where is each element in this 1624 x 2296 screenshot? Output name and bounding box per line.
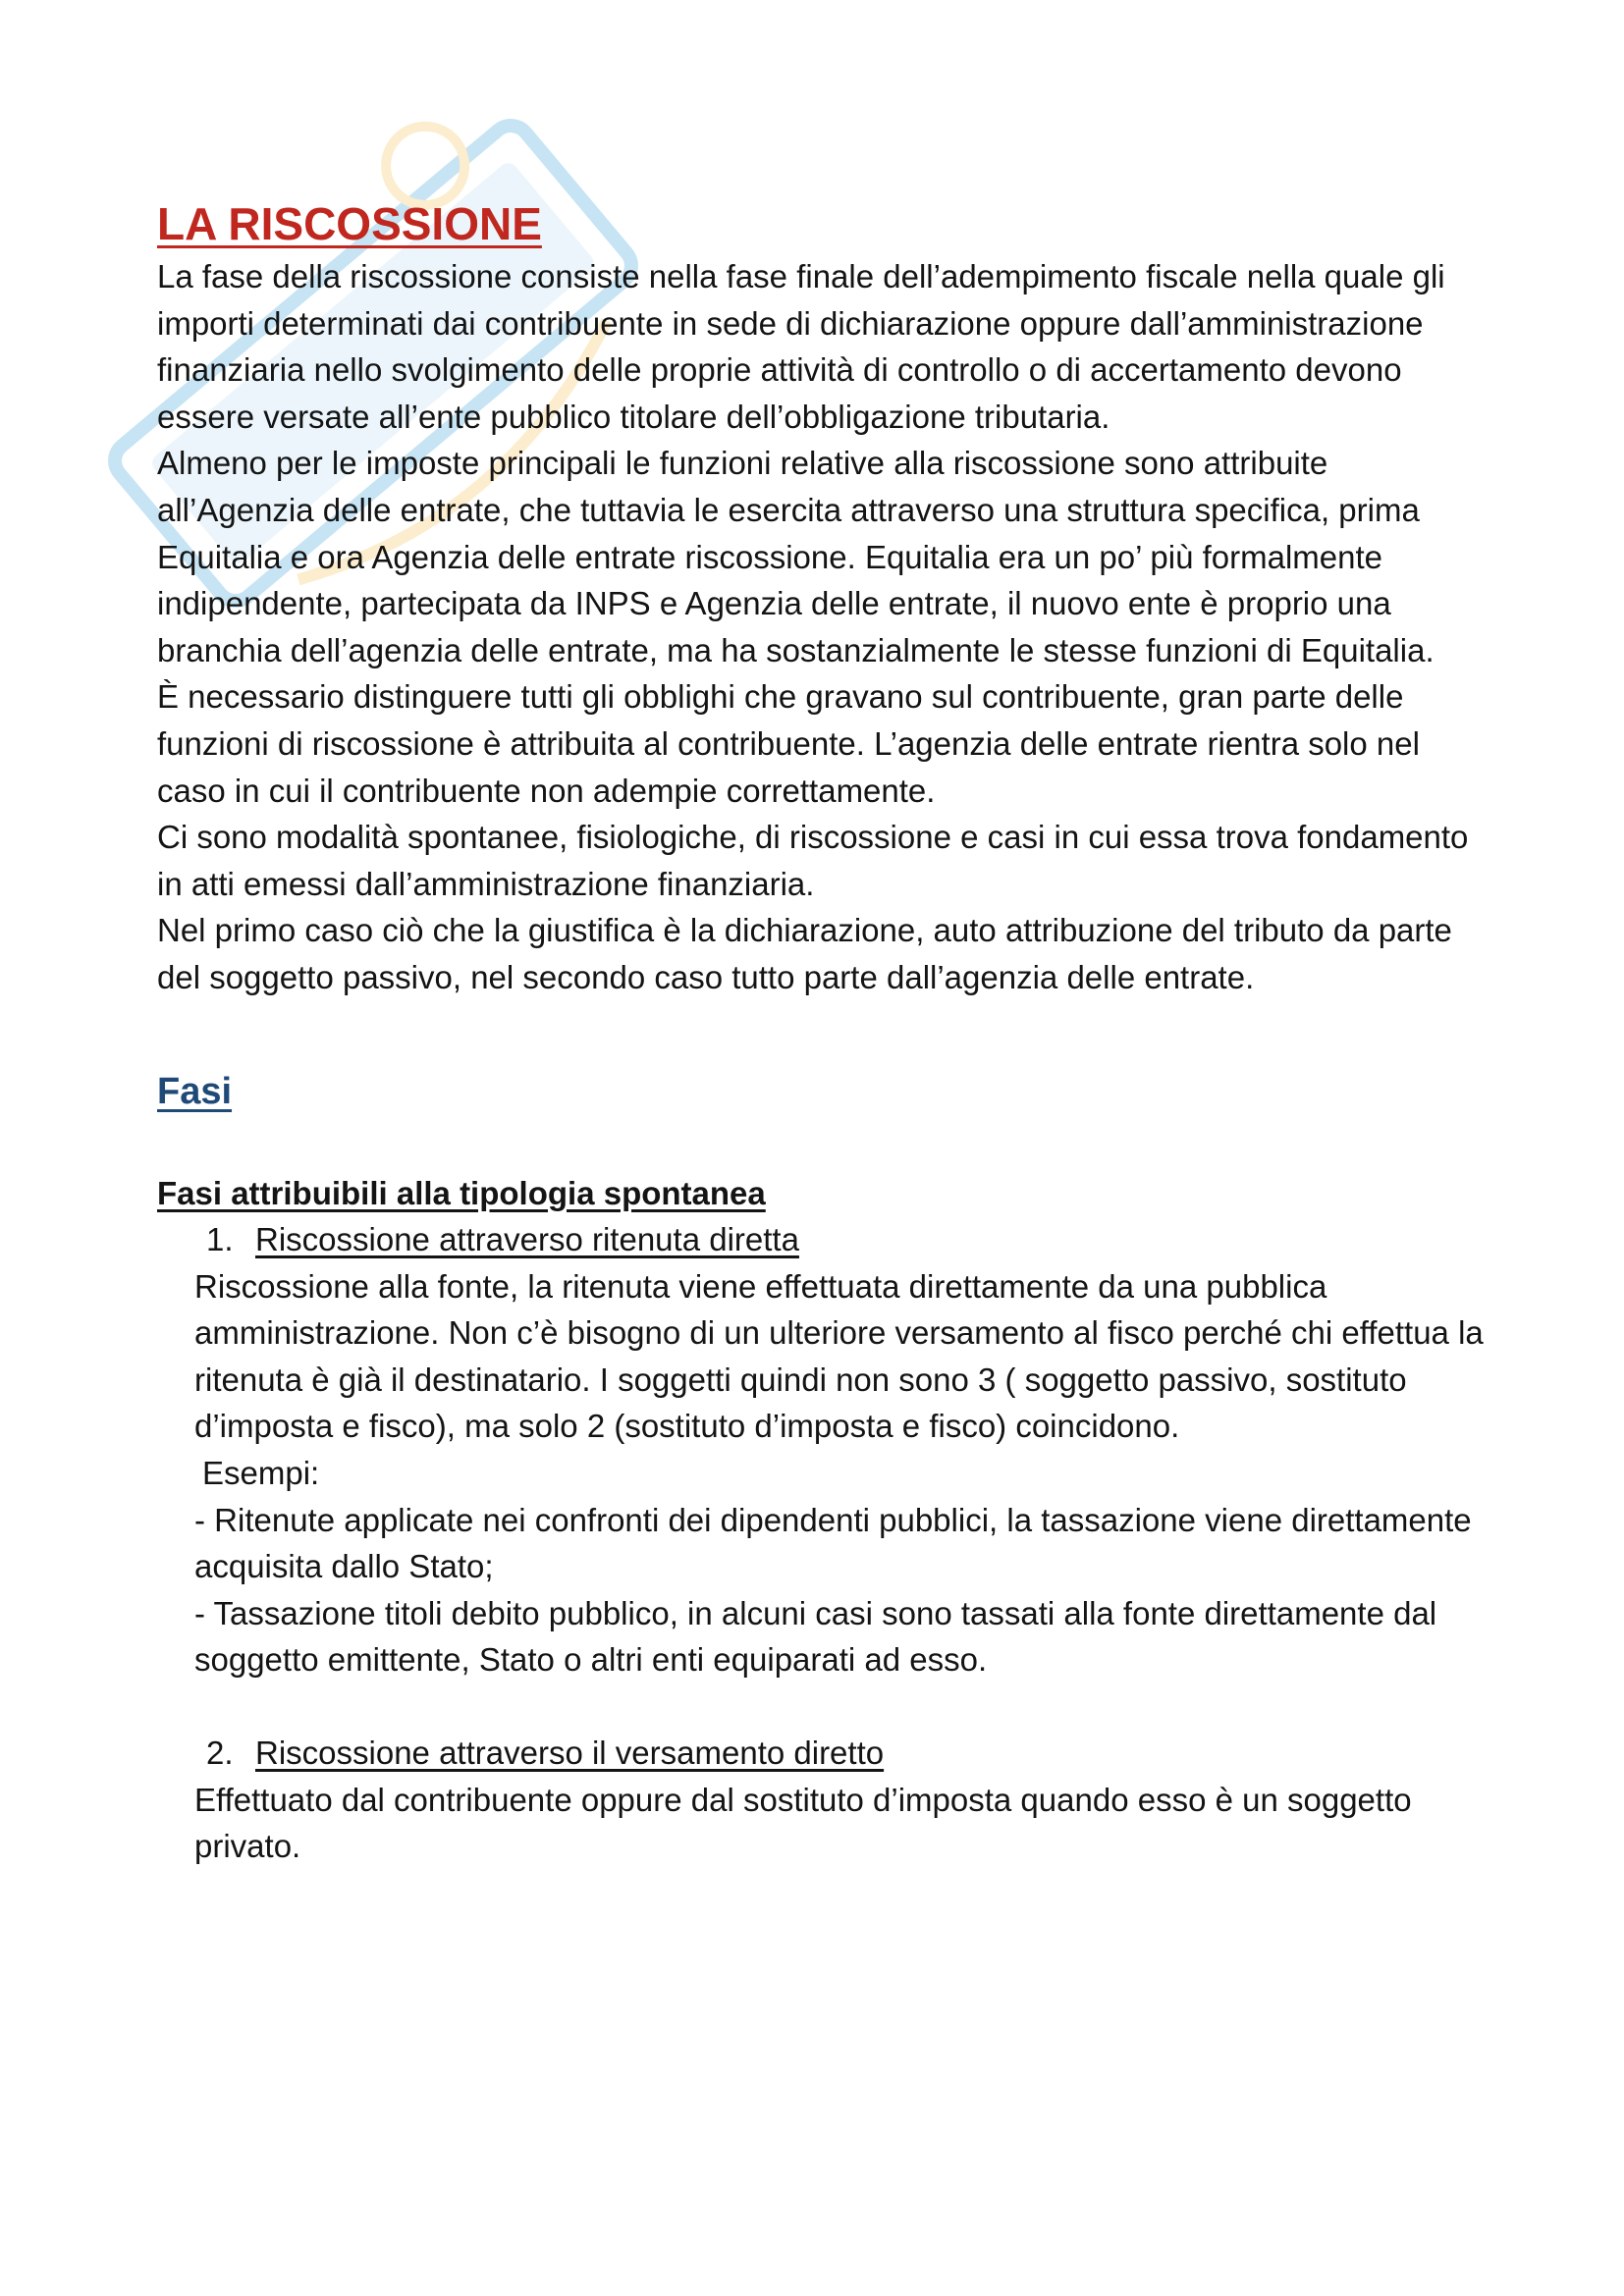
item-label: Riscossione attraverso ritenuta diretta: [255, 1221, 799, 1258]
item-body-2: Effettuato dal contribuente oppure dal sostituto d’imposta quando esso è un soggetto privato.: [194, 1781, 1412, 1865]
item-body-1: Riscossione alla fonte, la ritenuta viene effettuata direttamente da una pubblica amministrazione. Non c’è bisogno di un ulteriore versamento al fisco perché chi effettua la ritenuta è già il destinatario. I soggetti quindi non sono 3 ( soggetto passivo, sostituto d’imposta e fisco), ma solo 2 (sostituto d’imposta e fisco) coincidono.: [194, 1267, 1484, 1445]
section-heading-fasi: Fasi: [157, 1070, 233, 1112]
example-2: - Tassazione titoli debito pubblico, in alcuni casi sono tassati alla fonte direttamente dal soggetto emittente, Stato o altri enti equiparati ad esso.: [194, 1594, 1437, 1679]
intro-paragraph-1: La fase della riscossione consiste nella fase finale dell’adempimento fiscale nella quale gli importi determinati dai contribuente in sede di dichiarazione oppure dall’amministrazione finanziaria nello svolgimento delle proprie attività di controllo o di accertamento devono essere versate all’ente pubblico titolare dell’obbligazione tributaria.: [157, 258, 1445, 435]
item-title-2: [157, 1730, 1492, 1777]
document-page: [157, 196, 1492, 1870]
item-title-1: [157, 1216, 1492, 1263]
intro-paragraph-5: Nel primo caso ciò che la giustifica è la dichiarazione, auto attribuzione del tributo da parte del soggetto passivo, nel secondo caso tutto parte dall’agenzia delle entrate.: [157, 912, 1452, 995]
examples-label: Esempi:: [202, 1455, 320, 1492]
intro-paragraph-3: È necessario distinguere tutti gli obblighi che gravano sul contribuente, gran parte delle funzioni di riscossione è attribuita al contribuente. L’agenzia delle entrate rientra solo nel caso in cui il contribuente non adempie correttamente.: [157, 678, 1420, 809]
spacer: [157, 1683, 1492, 1730]
item-label: Riscossione attraverso il versamento diretto: [255, 1735, 885, 1772]
list-item: [157, 1730, 1492, 1870]
sub-heading-spontanea: Fasi attribuibili alla tipologia spontanea: [157, 1174, 766, 1211]
intro-paragraph-2: Almeno per le imposte principali le funzioni relative alla riscossione sono attribuite all’Agenzia delle entrate, che tuttavia le esercita attraverso una struttura specifica, prima Equitalia e ora Agenzia delle entrate riscossione. Equitalia era un po’ più formalmente indipendente, partecipata da INPS e Agenzia delle entrate, il nuovo ente è proprio una branchia dell’agenzia delle entrate, ma ha sostanzialmente le stesse funzioni di Equitalia.: [157, 445, 1435, 668]
page-title: LA RISCOSSIONE: [157, 198, 542, 249]
intro-paragraph-4: Ci sono modalità spontanee, fisiologiche, di riscossione e casi in cui essa trova fondamento in atti emessi dall’amministrazione finanziaria.: [157, 819, 1469, 902]
item-number: 1.: [206, 1221, 234, 1258]
item-number: 2.: [206, 1735, 234, 1772]
list-item: [157, 1216, 1492, 1683]
example-1: - Ritenute applicate nei confronti dei dipendenti pubblici, la tassazione viene direttamente acquisita dallo Stato;: [194, 1501, 1472, 1585]
